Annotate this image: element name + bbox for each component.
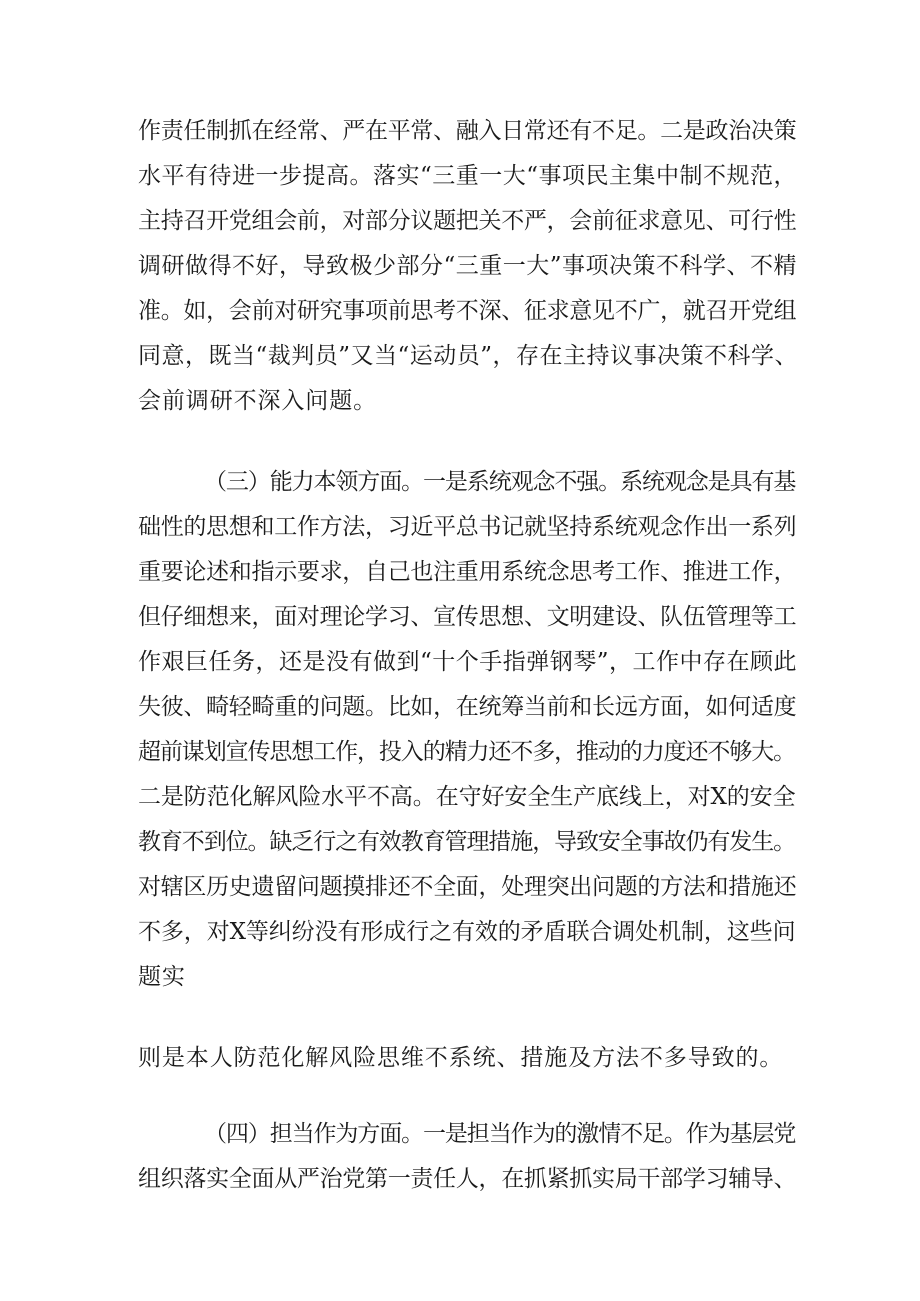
paragraph-line: 作艰巨任务，还是没有做到“十个手指弹钢琴”，工作中存在顾此 (138, 649, 798, 675)
paragraph-line: 同意，既当“裁判员”又当“运动员”，存在主持议事决策不科学、 (138, 343, 799, 369)
paragraph-line: 准。如，会前对研究事项前思考不深、征求意见不广，就召开党组 (138, 298, 797, 324)
paragraph-line: 二是防范化解风险水平不高。在守好安全生产底线上，对X的安全 (138, 784, 796, 810)
paragraph-line: 水平有待进一步提高。落实“三重一大“事项民主集中制不规范， (138, 163, 798, 189)
paragraph-line: 题实 (138, 964, 186, 990)
paragraph-line: 础性的思想和工作方法，习近平总书记就坚持系统观念作出一系列 (138, 514, 797, 540)
paragraph-line: 失彼、畸轻畸重的问题。比如，在统筹当前和长远方面，如何适度 (138, 694, 797, 720)
paragraph-line: 会前调研不深入问题。 (138, 388, 377, 414)
paragraph-line: 则是本人防范化解风险思维不系统、措施及方法不多导致的。 (138, 1045, 784, 1071)
paragraph-line: 重要论述和指示要求，自己也注重用系统念思考工作、推进工作， (138, 559, 797, 585)
paragraph-line: 作责任制抓在经常、严在平常、融入日常还有不足。二是政治决策 (138, 118, 797, 144)
paragraph-line: 教育不到位。缺乏行之有效教育管理措施，导致安全事故仍有发生。 (138, 829, 796, 855)
paragraph-line: 主持召开党组会前，对部分议题把关不严，会前征求意见、可行性 (138, 208, 797, 234)
paragraph-line: 组织落实全面从严治党第一责任人，在抓紧抓实局干部学习辅导、 (138, 1166, 797, 1192)
paragraph-line: 但仔细想来，面对理论学习、宣传思想、文明建设、队伍管理等工 (138, 604, 797, 630)
paragraph-line: 对辖区历史遗留问题摸排还不全面，处理突出问题的方法和措施还 (138, 874, 797, 900)
section-heading-line: （四）担当作为方面。一是担当作为的激情不足。作为基层党 (204, 1121, 796, 1147)
paragraph-line: 调研做得不好，导致极少部分“三重一大”事项决策不科学、不精 (138, 253, 798, 279)
section-heading-line: （三）能力本领方面。一是系统观念不强。系统观念是具有基 (204, 469, 796, 495)
paragraph-line: 超前谋划宣传思想工作，投入的精力还不多，推动的力度还不够大。 (138, 739, 796, 765)
paragraph-line: 不多，对X等纠纷没有形成行之有效的矛盾联合调处机制，这些问 (138, 919, 796, 945)
